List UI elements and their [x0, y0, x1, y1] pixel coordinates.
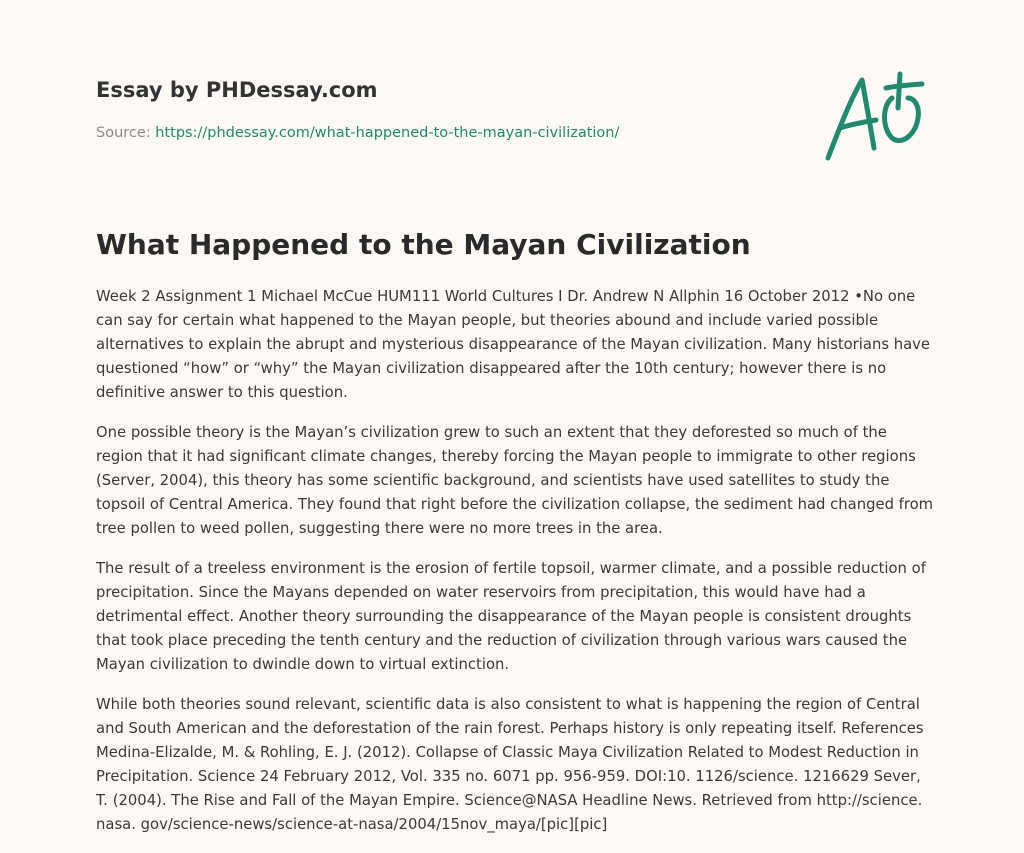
a-plus-grade-icon [822, 68, 926, 164]
essay-paragraph-1: Week 2 Assignment 1 Michael McCue HUM111 World Cultures I Dr. Andrew N Allphin 16 October 2012 •No one can say for certain what happened to the Mayan people, but theories abound and include varied possible alternatives to explain the abrupt and mysterious disappearance of the Mayan civilization. Many historians have questioned “how” or “why” the Mayan civilization disappeared after the 10th century; however there is no definitive answer to this question. [96, 288, 931, 401]
essay-paragraph-4: While both theories sound relevant, scientific data is also consistent to what is happening the region of Central and South American and the deforestation of the rain forest. Perhaps history is only repeating itself. References Medina-Elizalde, M. & Rohling, E. J. (2012). Collapse of Classic Maya Civilization Related to Modest Reduction in Precipitation. Science 24 February 2012, Vol. 335 no. 6071 pp. 956-959. DOI:10. 1126/science. 1216629 Sever, T. (2004). The Rise and Fall of the Mayan Empire. Science@NASA Headline News. Retrieved from http://science. nasa. gov/science-news/science-at-nasa/2004/15nov_maya/[pic][pic] [96, 696, 924, 833]
essay-paragraph-2: One possible theory is the Mayan’s civilization grew to such an extent that they deforested so much of the region that it had significant climate changes, thereby forcing the Mayan people to immigrate to other regions (Server, 2004), this theory has some scientific background, and scientists have used satellites to study the topsoil of Central America. They found that right before the civilization collapse, the sediment had changed from tree pollen to weed pollen, suggesting there were no more trees in the area. [96, 424, 934, 537]
essay-title: What Happened to the Mayan Civilization [96, 228, 751, 261]
source-label: Source: [96, 125, 151, 141]
essay-body [96, 285, 934, 853]
source-line [96, 123, 796, 143]
essay-paragraph-3: The result of a treeless environment is the erosion of fertile topsoil, warmer climate, and a possible reduction of precipitation. Since the Mayans depended on water reservoirs from precipitation, this would have had a detrimental effect. Another theory surrounding the disappearance of the Mayan people is consistent droughts that took place preceding the tenth century and the reduction of civilization through various wars caused the Mayan civilization to dwindle down to virtual extinction. [96, 560, 926, 673]
source-link[interactable]: https://phdessay.com/what-happened-to-the-mayan-civilization/ [155, 125, 620, 141]
essay-header [96, 76, 796, 143]
site-brand: Essay by PHDessay.com [96, 78, 378, 102]
